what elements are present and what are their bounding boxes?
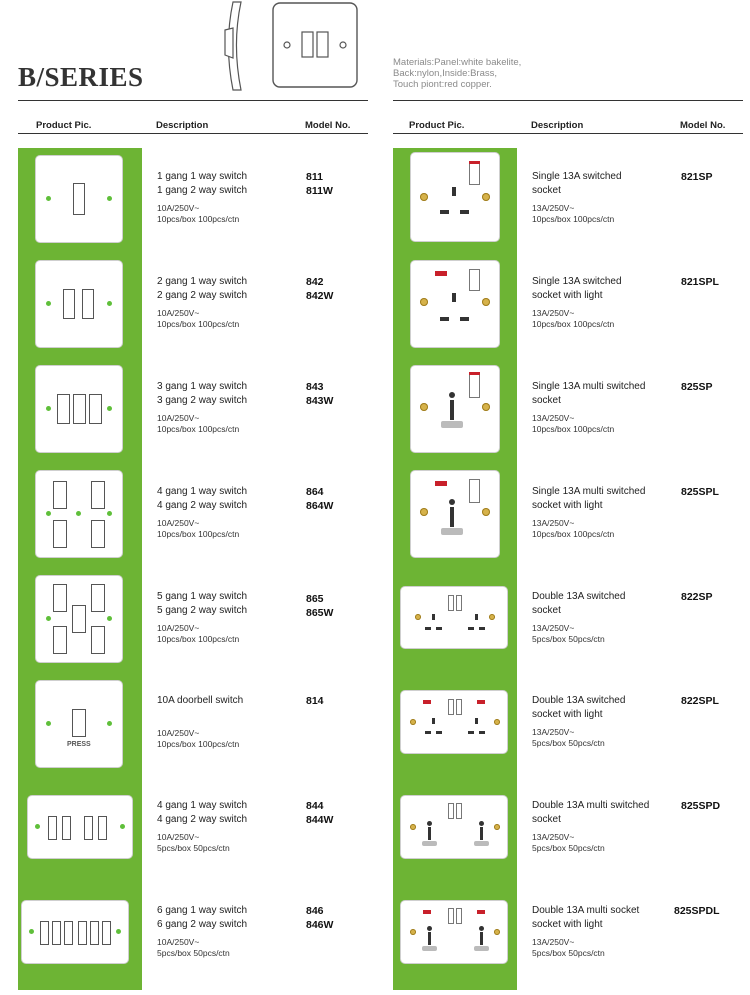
- col-model-no: Model No.: [680, 120, 726, 131]
- materials-note: [393, 57, 593, 90]
- model-no: 825SPD: [681, 800, 721, 812]
- product-spec: 10A/250V~ 5pcs/box 50pcs/ctn: [157, 832, 230, 853]
- product-spec: 13A/250V~ 10pcs/box 100pcs/ctn: [532, 518, 615, 539]
- plate-single-socket: [411, 153, 499, 241]
- header-switch-illustration: [215, 0, 365, 92]
- model-no: 844 844W: [306, 800, 334, 826]
- model-no: 821SPL: [681, 276, 719, 288]
- plate-double-socket: [401, 587, 507, 648]
- product-desc: 5 gang 1 way switch 5 gang 2 way switch: [157, 591, 248, 616]
- model-no: 825SPDL: [674, 905, 720, 917]
- product-spec: 13A/250V~ 5pcs/box 50pcs/ctn: [532, 832, 605, 853]
- col-model-no: Model No.: [305, 120, 351, 131]
- series-title: B/SERIES: [18, 62, 144, 92]
- product-spec: 10A/250V~ 10pcs/box 100pcs/ctn: [157, 203, 240, 224]
- plate-double-socket-light: [401, 691, 507, 753]
- product-desc: 10A doorbell switch: [157, 695, 244, 706]
- product-spec: 13A/250V~ 10pcs/box 100pcs/ctn: [532, 203, 615, 224]
- product-desc: Double 13A switched socket with light: [532, 695, 626, 720]
- product-spec: 13A/250V~ 10pcs/box 100pcs/ctn: [532, 413, 615, 434]
- product-desc: 3 gang 1 way switch 3 gang 2 way switch: [157, 381, 248, 406]
- product-desc: Single 13A switched socket with light: [532, 276, 622, 301]
- product-desc: Double 13A multi socket socket with light: [532, 905, 640, 930]
- press-label: PRESS: [67, 741, 91, 748]
- model-no: 842 842W: [306, 276, 334, 302]
- product-spec: 10A/250V~ 10pcs/box 100pcs/ctn: [157, 413, 240, 434]
- product-spec: 10A/250V~ 10pcs/box 100pcs/ctn: [157, 308, 240, 329]
- product-desc: Double 13A switched socket: [532, 591, 626, 616]
- product-spec: 13A/250V~ 5pcs/box 50pcs/ctn: [532, 937, 605, 958]
- product-spec: 10A/250V~ 10pcs/box 100pcs/ctn: [157, 623, 240, 644]
- plate-4-gang-wide: [28, 796, 132, 858]
- product-desc: Single 13A multi switched socket: [532, 381, 646, 406]
- materials-line: Touch piont:red copper.: [393, 79, 492, 90]
- plate-doorbell: [36, 681, 122, 767]
- left-column-header: [18, 100, 368, 134]
- product-desc: 6 gang 1 way switch 6 gang 2 way switch: [157, 905, 248, 930]
- product-desc: 4 gang 1 way switch 4 gang 2 way switch: [157, 800, 248, 825]
- right-column-header: [393, 100, 743, 134]
- materials-line: Back:nylon,Inside:Brass,: [393, 68, 498, 79]
- model-no: 825SPL: [681, 486, 719, 498]
- model-no: 843 843W: [306, 381, 334, 407]
- plate-single-multi-socket-light: [411, 471, 499, 557]
- plate-6-gang-wide: [22, 901, 128, 963]
- product-spec: 10A/250V~ 10pcs/box 100pcs/ctn: [157, 518, 240, 539]
- plate-single-socket-light: [411, 261, 499, 347]
- col-product-pic: Product Pic.: [36, 120, 92, 131]
- product-desc: 2 gang 1 way switch 2 gang 2 way switch: [157, 276, 248, 301]
- product-spec: 13A/250V~ 10pcs/box 100pcs/ctn: [532, 308, 615, 329]
- plate-4-gang: [36, 471, 122, 557]
- model-no: 822SP: [681, 591, 713, 603]
- plate-single-multi-socket: [411, 366, 499, 452]
- model-no: 864 864W: [306, 486, 334, 512]
- product-desc: Single 13A multi switched socket with light: [532, 486, 646, 511]
- plate-5-gang: [36, 576, 122, 662]
- model-no: 865 865W: [306, 593, 334, 619]
- materials-line: Materials:Panel:white bakelite,: [393, 57, 522, 68]
- plate-3-gang: [36, 366, 122, 452]
- plate-double-multi-socket: [401, 796, 507, 858]
- model-no: 814: [306, 695, 324, 707]
- col-product-pic: Product Pic.: [409, 120, 465, 131]
- product-desc: 1 gang 1 way switch 1 gang 2 way switch: [157, 171, 248, 196]
- product-spec: 13A/250V~ 5pcs/box 50pcs/ctn: [532, 623, 605, 644]
- plate-double-multi-socket-light: [401, 901, 507, 963]
- product-desc: Single 13A switched socket: [532, 171, 622, 196]
- plate-1-gang: [36, 156, 122, 242]
- plate-2-gang: [36, 261, 122, 347]
- model-no: 825SP: [681, 381, 713, 393]
- col-description: Description: [156, 120, 209, 131]
- product-desc: Double 13A multi switched socket: [532, 800, 650, 825]
- model-no: 821SP: [681, 171, 713, 183]
- product-spec: 10A/250V~ 5pcs/box 50pcs/ctn: [157, 937, 230, 958]
- col-description: Description: [531, 120, 584, 131]
- product-spec: 13A/250V~ 5pcs/box 50pcs/ctn: [532, 727, 605, 748]
- product-desc: 4 gang 1 way switch 4 gang 2 way switch: [157, 486, 248, 511]
- rocker-switch: [73, 183, 85, 215]
- model-no: 811 811W: [306, 171, 333, 197]
- model-no: 846 846W: [306, 905, 334, 931]
- model-no: 822SPL: [681, 695, 719, 707]
- product-spec: 10A/250V~ 10pcs/box 100pcs/ctn: [157, 728, 240, 749]
